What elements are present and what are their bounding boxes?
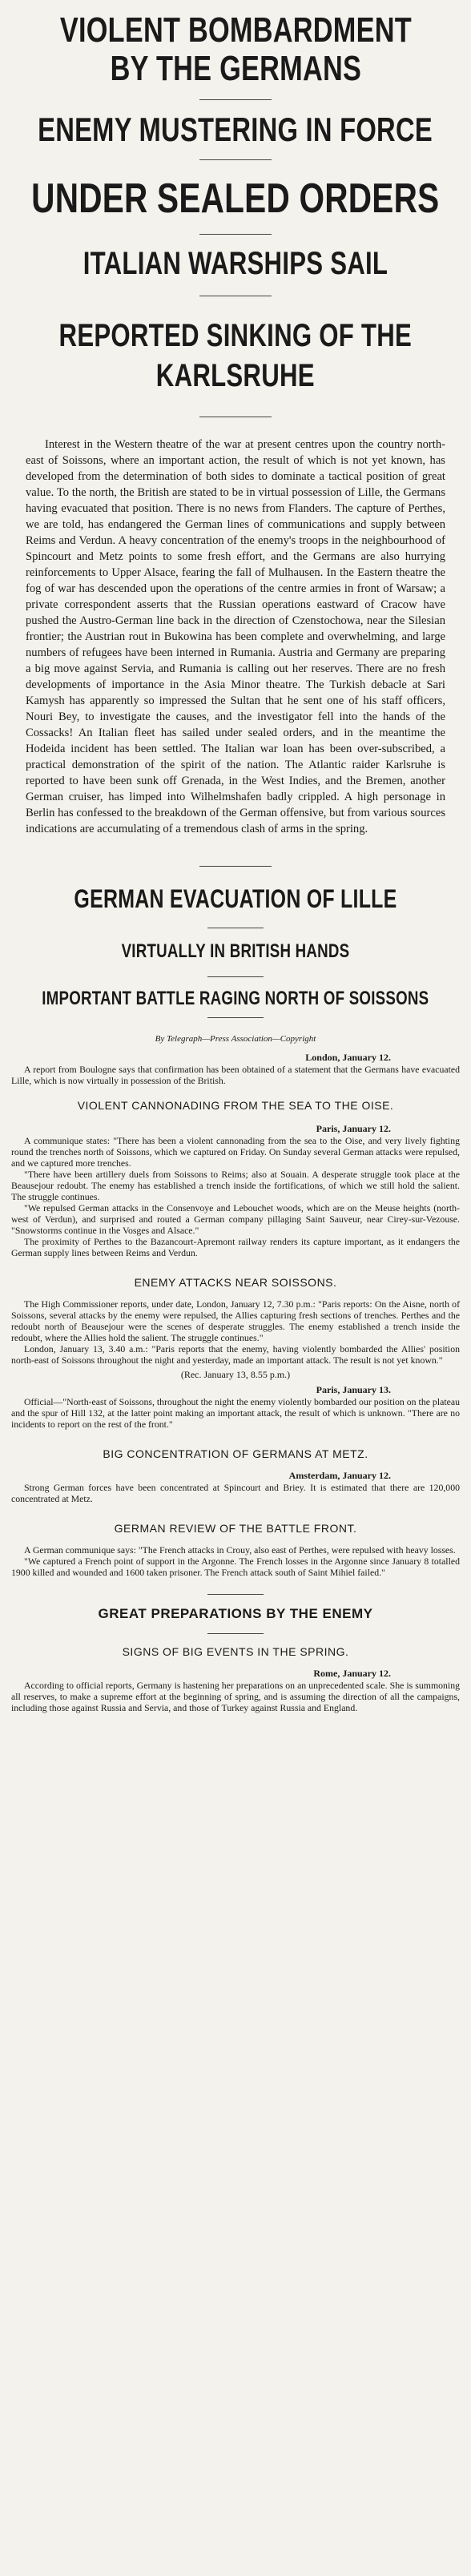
summary-paragraph: Interest in the Western theatre of the war at present centres upon the country north-east of Soissons, where an important action, the result of which is not yet known, has developed from the determination of both sides to dominate a tactical position of great value. To the north, the British are stated to be in virtual possession of Lille, the Germans having evacuated that position. There is no news from Flanders. The capture of Perthes, we are told, has endangered the German lines of communications and supply between Reims and Verdun. A heavy concentration of the enemy's troops in the neighbourhood of Spincourt and Metz points to some fresh effort, and the Germans are also hurrying reinforcements to Upper Alsace, fearing the fall of Mulhausen. In the Eastern theatre the fog of war has descended upon the operations of the centre armies in front of Warsaw; a private correspondent asserts that the Russian operations eastward of Cracow have pushed the Austro-German line back in the direction of Czenstochowa, near the Silesian frontier; the Austrian rout in Bukowina has been complete and overwhelming, and large numbers of refugees have been interned in Rumania. Austria and Germany are preparing a big move against Servia, and Rumania is calling out her reserves. There are no fresh developments of importance in the Asia Minor theatre. The Turkish debacle at Sari Kamysh has apparently so impressed the Sultan that he sent one of his staff officers, Nouri Bey, to investigate the causes, and the investigator fell into the hands of the Cossacks! An Italian fleet has sailed under sealed orders, and in the meantime the Hodeida incident has been settled. The Italian war loan has been over-subscribed, a practical demonstration of the spirit of the nation. The Atlantic raider Karlsruhe is reported to have been sunk off Grenada, in the West Indies, and the Bremen, another German cruiser, has limped into Wilhelmshafen badly crippled. A high personage in Berlin has confessed to the breakdown of the German offensive, but from various sources indications are accumulating of a tremendous clash of arms in the spring. [26, 438, 445, 835]
paragraph: A communique states: "There has been a violent cannonading from the sea to the Oise, and very lively fighting round the trenches north of Soissons, which we captured on Friday. On Sunday several German attacks were repulsed, and we captured more trenches. [11, 1135, 460, 1169]
paragraph: "We repulsed German attacks in the Consenvoye and Lebouchet woods, which are on the Meuse heights (north-west of Verdun), and surprised and routed a German company pillaging Saint Sauveur, near Cirey-sur-Vezouse. "Snowstorms continue in the Vosges and Alsace." [11, 1202, 460, 1236]
soissons-subhead: IMPORTANT BATTLE RAGING NORTH OF SOISSONS [42, 988, 429, 1009]
attacks-official [8, 1396, 463, 1430]
review-headline: GERMAN REVIEW OF THE BATTLE FRONT. [114, 1522, 357, 1535]
attacks-headline: ENEMY ATTACKS NEAR SOISSONS. [134, 1276, 337, 1289]
paragraph: London, January 13, 3.40 a.m.: "Paris reports that the enemy, having violently bombarded the Allies' position north-east of Soissons throughout the night and yesterday, made an important attack. The result is not yet known." [11, 1343, 460, 1366]
credit-line: By Telegraph—Press Association—Copyright [155, 1034, 316, 1044]
paragraph: Official—"North-east of Soissons, throughout the night the enemy violently bombarded our position on the plateau and the spur of Hill 132, at the latter point making an important attack, the result of which is unknown. "There are no incidents to report on the rest of the front." [11, 1396, 460, 1430]
dateline: Paris, January 13. [316, 1384, 391, 1395]
paragraph: "There have been artillery duels from Soissons to Reims; also at Souain. A desperate struggle took place at the Beausejour redoubt. The enemy has established a trench inside the fortifications, of which we still hold the salient. The struggle continues. [11, 1169, 460, 1202]
headline-sealed-orders: UNDER SEALED ORDERS [31, 175, 440, 222]
headline-italian-warships: ITALIAN WARSHIPS SAIL [83, 246, 388, 281]
paragraph: The High Commissioner reports, under date, London, January 12, 7.30 p.m.: "Paris reports: On the Aisne, north of Soissons, several attacks by the enemy were repulsed, the Allies capturing fresh sections of trenches. Perthes and the redoubt north of Beausejour were the scenes of desperate struggles. The enemy established a trench inside the redoubt, where the Allies hold the salient. The struggle continues." [11, 1298, 460, 1343]
headline-block [8, 11, 463, 417]
dateline: Rome, January 12. [313, 1668, 391, 1679]
attacks-body [8, 1298, 463, 1366]
received-line: (Rec. January 13, 8.55 p.m.) [180, 1369, 291, 1380]
lille-headline: GERMAN EVACUATION OF LILLE [74, 884, 397, 913]
metz-body: Strong German forces have been concentrated at Spincourt and Briey. It is estimated that there are 120,000 concentrated at Metz. [11, 1482, 460, 1504]
headline-karlsruhe: REPORTED SINKING OF THE KARLSRUHE [58, 318, 413, 393]
cannonading-headline: VIOLENT CANNONADING FROM THE SEA TO THE OISE. [77, 1099, 394, 1112]
paragraph: "We captured a French point of support in the Argonne. The French losses in the Argonne since January 8 totalled 1900 killed and wounded and 1600 taken prisoner. The French attack south of Saint Mihiel failed." [11, 1556, 460, 1578]
lille-body: A report from Boulogne says that confirmation has been obtained of a statement that the Germans have evacuated Lille, which is now virtually in possession of the British. [11, 1064, 460, 1086]
dateline: Amsterdam, January 12. [288, 1470, 391, 1481]
headline-bombardment: VIOLENT BOMBARDMENT BY THE GERMANS [59, 10, 412, 88]
preparations-subhead: SIGNS OF BIG EVENTS IN THE SPRING. [122, 1645, 349, 1658]
lille-section [8, 884, 463, 1086]
paragraph: The proximity of Perthes to the Bazancourt-Apremont railway renders its capture important, as it endangers the German supply lines between Reims and Verdun. [11, 1236, 460, 1258]
metz-headline: BIG CONCENTRATION OF GERMANS AT METZ. [103, 1447, 368, 1460]
review-body [8, 1544, 463, 1578]
paragraph: A German communique says: "The French attacks in Crouy, also east of Perthes, were repulsed with heavy losses. [24, 1544, 456, 1556]
lille-subhead: VIRTUALLY IN BRITISH HANDS [121, 940, 350, 962]
headline-enemy-mustering: ENEMY MUSTERING IN FORCE [38, 111, 433, 148]
preparations-headline: GREAT PREPARATIONS BY THE ENEMY [98, 1606, 373, 1621]
preparations-body: According to official reports, Germany is hastening her preparations on an unprecedented scale. She is summoning all reserves, to make a supreme effort at the beginning of spring, and is assuming the direction of all the campaigns, including those against Russia and Servia, and those of Turkey against Russia and England. [11, 1680, 460, 1713]
cannonading-body [8, 1135, 463, 1258]
dateline: Paris, January 12. [316, 1123, 391, 1134]
dateline: London, January 12. [305, 1052, 391, 1063]
